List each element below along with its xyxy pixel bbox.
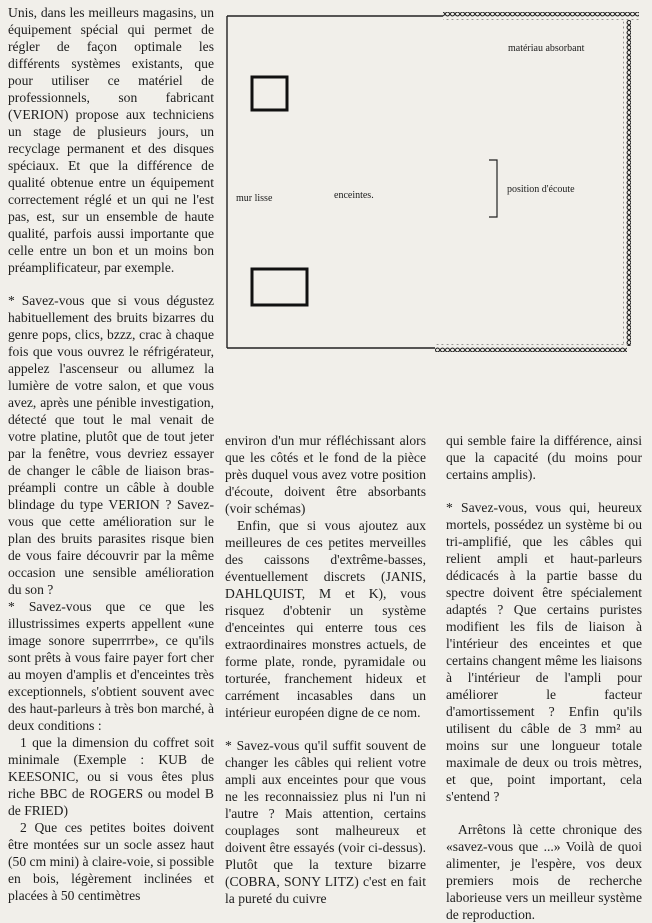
- label-speakers: enceintes.: [334, 190, 374, 201]
- paragraph-speaker-cables: * Savez-vous qu'il suffit souvent de changer les câbles qui relient votre ampli aux enceintes pour que vous ne les reconnaissiez plus ni l'un ni l'autre ? Mais attention, certains couplages sont malheureux et doivent être essayés (voir ci-dessus). Plutôt que la texture bizarre (COBRA, SONY LITZ) c'est en fait la pureté du cuivre: [225, 738, 426, 906]
- column-middle: [225, 432, 426, 907]
- speaker-top: [252, 77, 287, 110]
- paragraph-bi-amplified: * Savez-vous, vous qui, heureux mortels, possédez un système bi ou tri-amplifié, que les câbles qui relient ampli et haut-parleurs dédicacés à la partie basse du spectre doivent être spécialement adaptés ? Que certains puristes modifient les fils de liaison à l'intérieur des enceintes et que certains changent même les liaisons à l'intérieur de l'ampli pour améliorer le facteur d'amortissement ? Enfin qu'ils utilisent du câble de 3 mm² au moins sur une longueur totale maximale de deux ou trois mètres, et que, point important, cela s'entend ?: [446, 500, 642, 804]
- column-right: [446, 432, 642, 923]
- listening-position-mark: [489, 160, 497, 217]
- label-smooth-wall: mur lisse: [236, 193, 273, 204]
- paragraph-turntable-noise: * Savez-vous que si vous dégustez habituellement des bruits bizarres du genre pops, clics, bzzz, crac à chaque fois que vous ouvrez le réfrigérateur, appelez l'ascenseur ou allumez la lumière de votre salon, et que vous avez, après une pénible investigation, détecté que tout le mal venait de votre platine, plutôt que de tout jeter par la fenêtre, vous devriez essayer de changer le câble de liaison bras-préampli contre un câble à double blindage du type VERION ? Savez-vous que cette amélioration sur le plan des bruits parasites risque bien de vous faire découvrir par la même occasion une sensible amélioration du son ?: [8, 293, 214, 597]
- absorbent-strip-bottom: [435, 344, 627, 352]
- paragraph-sound-image: * Savez-vous que ce que les illustrissimes experts appellent «une image sonore superrrrbe», ce qu'ils sont prêts à vous faire payer fort cher au moyen d'amplis et d'enceintes très exceptionnels, s'obtient souvent avec des haut-parleurs à très bon marché, à deux conditions :: [8, 599, 214, 733]
- absorbent-strip-top: [443, 12, 639, 20]
- condition-two: 2 Que ces petites boites doivent être montées sur un socle assez haut (50 cm mini) à claire-voie, si possible en bois, légèrement inclinées et placées à 50 centimètres: [8, 820, 214, 903]
- paragraph-subwoofers: Enfin, que si vous ajoutez aux meilleures de ces petites merveilles des caissons d'extrême-basses, éventuellement discrets (JANIS, DAHLQUIST, M et K), vous risquez d'obtenir un système d'enceintes qui enterre tous ces extraordinaires monstres actuels, de forme plate, ronde, pyramidale ou torturée, franchement hideux et carrément incasables dans un intérieur européen digne de ce nom.: [225, 518, 426, 720]
- paragraph-verion-equipment: Unis, dans les meilleurs magasins, un équipement spécial qui permet de régler de façon optimale les différents systèmes existants, que pour utiliser ce matériel de professionnels, son fabricant (VERION) propose aux techniciens un stage de plusieurs jours, un recyclage permanent et des disques spéciaux. Et que la différence de qualité obtenue entre un équipement correctement réglé et un qui ne l'est pas, est, sur un ensemble de haute qualité, parfois aussi importante que celle entre un bon et un moins bon préamplificateur, par exemple.: [8, 5, 214, 275]
- paragraph-reflective-wall: environ d'un mur réfléchissant alors que les côtés et le fond de la pièce près duquel vous avez votre position d'écoute, doivent être absorbants (voir schémas): [225, 433, 426, 516]
- label-absorbent-material: matériau absorbant: [508, 43, 585, 54]
- column-left: [8, 4, 214, 904]
- absorbent-strip-right: [623, 20, 631, 346]
- room-diagram: [225, 10, 647, 354]
- label-listening-position: position d'écoute: [507, 184, 575, 195]
- paragraph-conclusion: Arrêtons là cette chronique des «savez-vous que ...» Voilà de quoi alimenter, je l'espère, vos deux premiers mois de recherche laborieuse vers un meilleur système de reproduction.: [446, 822, 642, 922]
- speaker-bottom: [252, 269, 307, 305]
- condition-one: 1 que la dimension du coffret soit minimale (Exemple : KUB de KEESONIC, ou si vous êtes plus riche BBC de ROGERS ou model B de FRIED): [8, 735, 214, 818]
- paragraph-capacity: qui semble faire la différence, ainsi que la capacité (du moins pour certains amplis).: [446, 433, 642, 482]
